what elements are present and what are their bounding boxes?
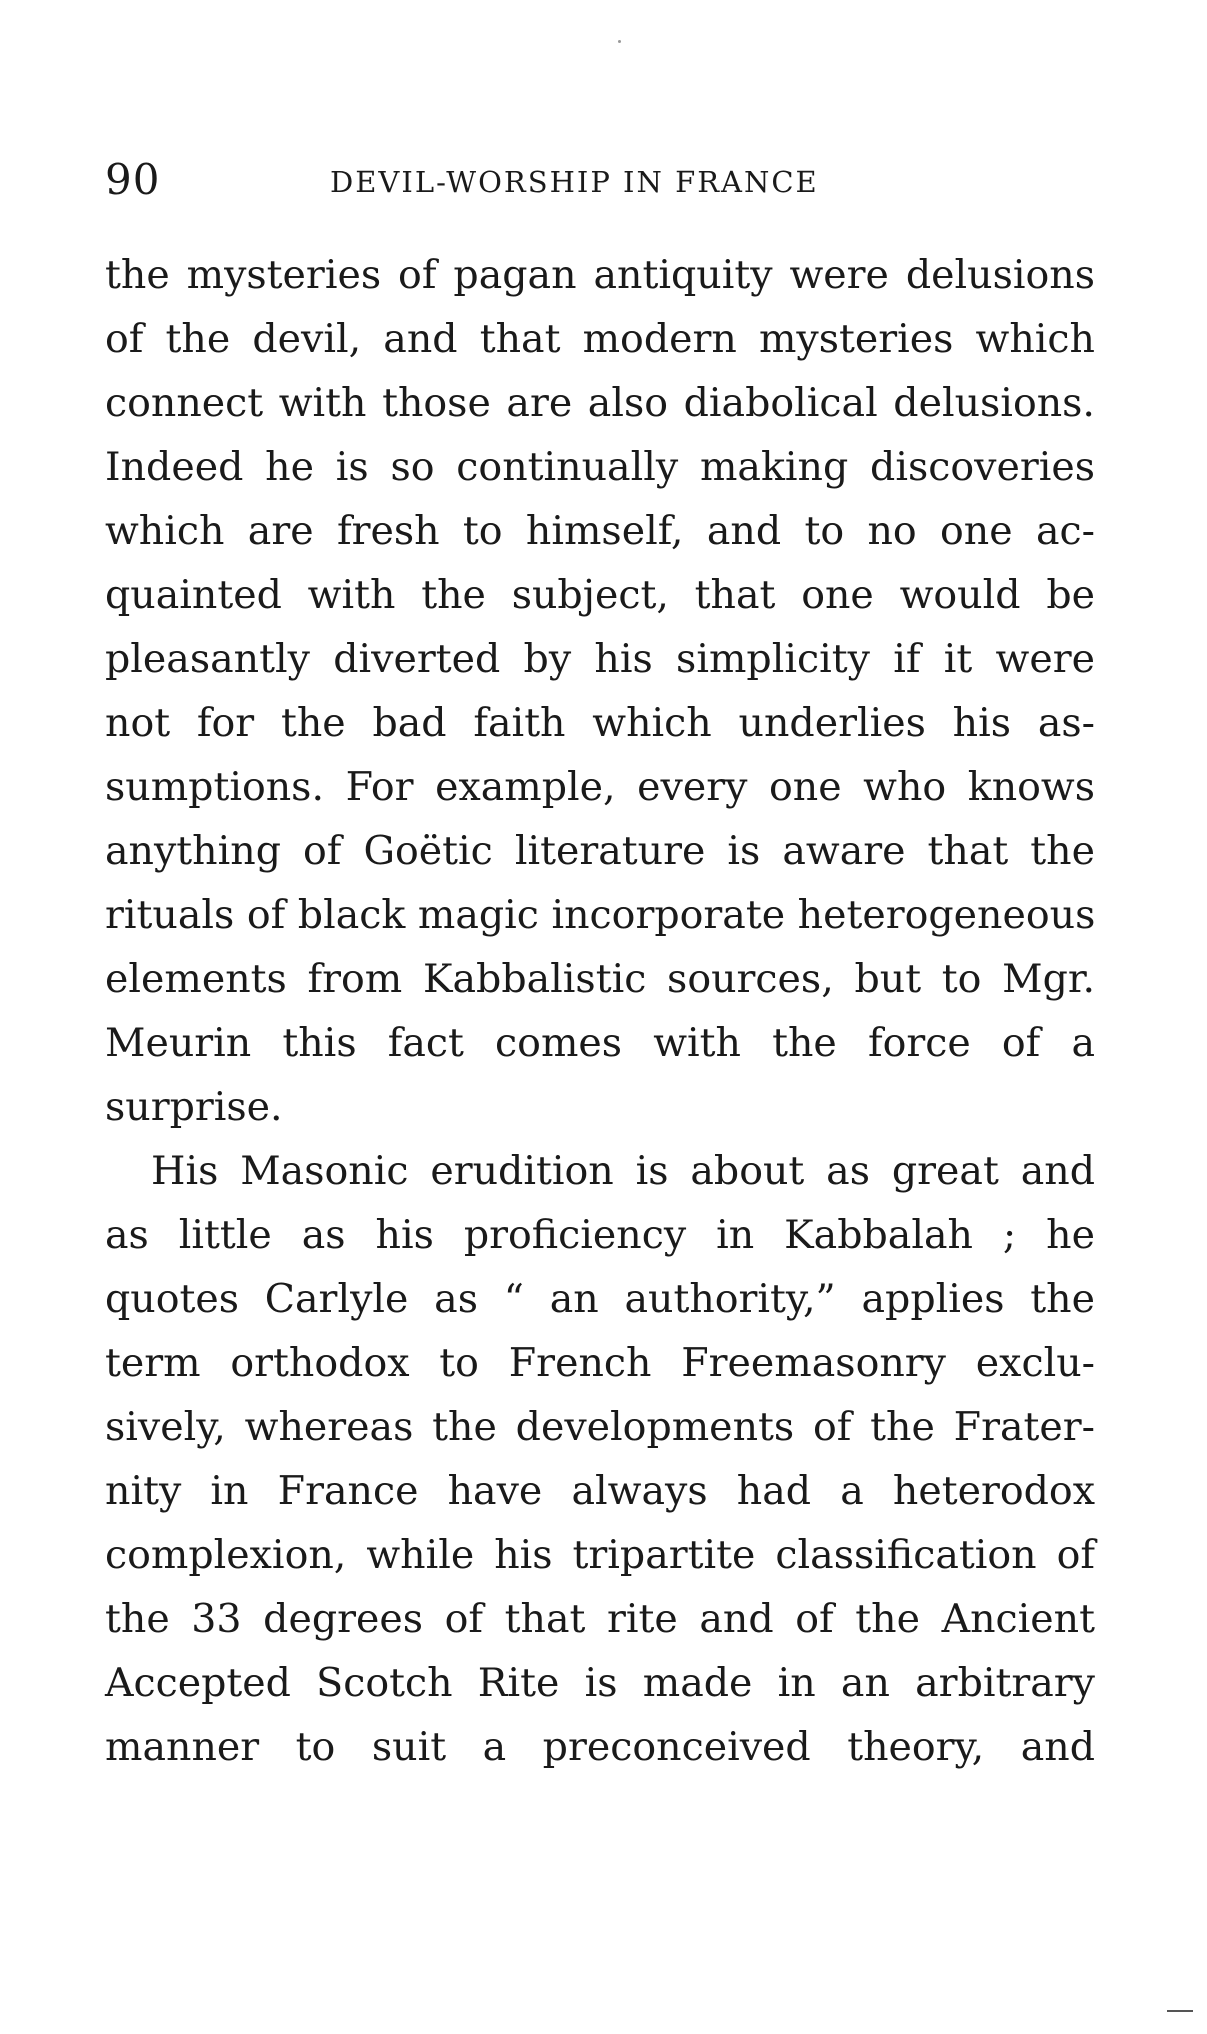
text-line: connect with those are also diabolical delusions. (105, 380, 1095, 426)
text-line: manner to suit a preconceived theory, and (105, 1724, 1095, 1770)
text-line: the mysteries of pagan antiquity were delusions (105, 252, 1095, 298)
text-line: quotes Carlyle as “ an authority,” applies the (105, 1276, 1095, 1322)
text-line: anything of Goëtic literature is aware that the (105, 828, 1095, 874)
text-line: the 33 degrees of that rite and of the Ancient (105, 1596, 1095, 1642)
running-title: DEVIL-WORSHIP IN FRANCE (330, 165, 819, 199)
text-line: elements from Kabbalistic sources, but to Mgr. (105, 956, 1095, 1002)
text-line: surprise. (105, 1084, 283, 1130)
page-edge-mark (1167, 2010, 1193, 2012)
text-line: quainted with the subject, that one would be (105, 572, 1095, 618)
text-line: not for the bad faith which underlies his as- (105, 700, 1095, 746)
text-line: rituals of black magic incorporate heterogeneous (105, 892, 1096, 938)
text-line: as little as his proficiency in Kabbalah ; he (105, 1212, 1095, 1258)
page-number: 90 (105, 155, 161, 204)
running-head (105, 150, 1095, 210)
text-line: sively, whereas the developments of the Frater- (105, 1404, 1095, 1450)
text-line: Accepted Scotch Rite is made in an arbitrary (105, 1660, 1095, 1706)
text-line: sumptions. For example, every one who knows (105, 764, 1095, 810)
text-line: pleasantly diverted by his simplicity if it were (105, 636, 1095, 682)
text-line: Meurin this fact comes with the force of a (105, 1020, 1095, 1066)
text-line: which are fresh to himself, and to no one ac- (105, 508, 1095, 554)
text-line: Indeed he is so continually making discoveries (105, 444, 1095, 490)
text-line: complexion, while his tripartite classification of (105, 1532, 1095, 1578)
scan-speck (618, 40, 621, 43)
text-line: term orthodox to French Freemasonry exclu- (105, 1340, 1095, 1386)
body-text (105, 243, 1095, 1779)
text-line: nity in France have always had a heterodox (105, 1468, 1095, 1514)
text-line: His Masonic erudition is about as great and (151, 1148, 1095, 1194)
text-line: of the devil, and that modern mysteries which (105, 316, 1095, 362)
